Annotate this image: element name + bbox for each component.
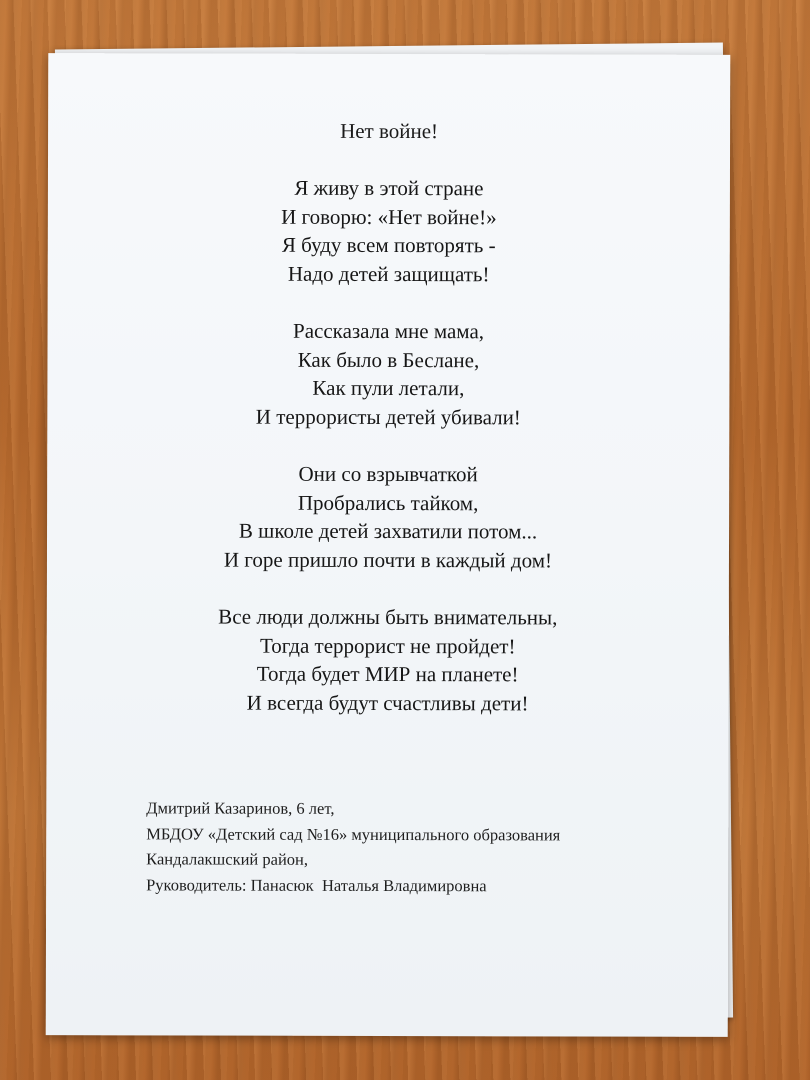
poem-body — [46, 173, 729, 747]
poem-line: Как пули летали, — [312, 375, 465, 401]
poem-line: Рассказала мне мама, — [293, 318, 485, 344]
poem-line: Тогда будет МИР на планете! — [256, 661, 519, 687]
poem-line: Как было в Беслане, — [297, 347, 480, 372]
poem-line: И террористы детей убивали! — [255, 404, 521, 429]
poem-line: Надо детей защищать! — [287, 261, 490, 286]
stanza — [47, 459, 729, 575]
poem-line: Все люди должны быть внимательны, — [218, 604, 558, 630]
author-supervisor: Руководитель: Панасюк Наталья Владимировна — [146, 874, 487, 895]
poem-line: Тогда террорист не пройдет! — [259, 633, 516, 658]
poem-line: И говорю: «Нет войне!» — [281, 204, 497, 229]
author-school: МБДОУ «Детский сад №16» муниципального образования — [146, 823, 561, 844]
stanza — [48, 173, 730, 289]
poem-line: В школе детей захватили потом... — [238, 518, 538, 544]
poem-line: Они со взрывчаткой — [298, 461, 478, 487]
author-name: Дмитрий Казаринов, 6 лет, — [146, 798, 335, 818]
author-info — [146, 795, 560, 898]
poem-line: Я буду всем повторять - — [281, 232, 496, 258]
poem-line: Я живу в этой стране — [294, 175, 484, 201]
stanza — [47, 316, 729, 432]
author-district: Кандалакшский район, — [146, 849, 309, 869]
poem-title: Нет войне! — [340, 118, 439, 144]
paper-sheet — [46, 53, 731, 1037]
poem-line: И всегда будут счастливы дети! — [246, 690, 529, 715]
poem-line: И горе пришло почти в каждый дом! — [223, 547, 553, 572]
poem-line: Пробрались тайком, — [297, 490, 479, 515]
stanza — [47, 602, 729, 718]
